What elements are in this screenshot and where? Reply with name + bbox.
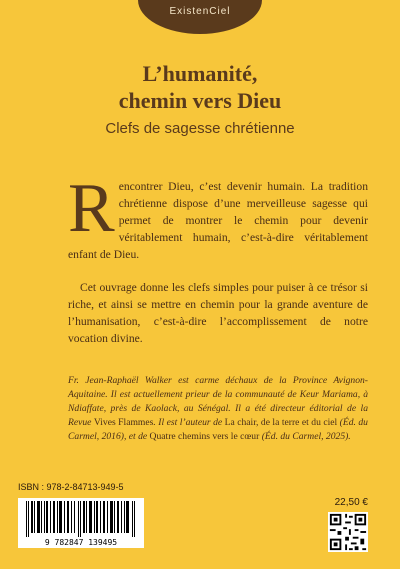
bio-book-2: Quatre chemins vers le cœur [149, 431, 260, 442]
blurb-paragraph-1-text: encontrer Dieu, c’est devenir humain. La tradition chrétienne dispose d’une merveilleuse sagesse qui permet de montrer le chemin pour devenir véritablement humain, c’est-à-dire véritablement enfant de Dieu. [68, 180, 368, 261]
book-title [0, 60, 400, 114]
title-line-2: chemin vers Dieu [118, 88, 282, 113]
bio-part-1: Fr. Jean-Raphaël Walker est carme déchaux de la Province Avignon-Aquitaine. Il est actuellement prieur de la communauté de Keur Mariama, à Ndiaffate, près de Kaolack, au Sénégal. Il a été directeur éditorial de la Revue [68, 375, 368, 428]
blurb-paragraph-2: Cet ouvrage donne les clefs simples pour puiser à ce trésor si riche, et ainsi se mettre en chemin pour la grande aventure de l’humanisation, c’est-à-dire l’accomplissement de notre vocation divine. [68, 281, 368, 345]
collection-name: ExistenCiel [169, 6, 231, 17]
bio-part-4: (Éd. du Carmel, 2025). [259, 431, 351, 442]
bio-part-2: . Il est l’auteur de [153, 417, 225, 428]
author-bio [68, 374, 368, 444]
collection-tab [138, 0, 262, 34]
barcode-icon [24, 501, 138, 537]
isbn-label: ISBN : 978-2-84713-949-5 [18, 482, 124, 492]
barcode [18, 498, 144, 548]
blurb [68, 170, 368, 359]
qr-code [328, 512, 368, 552]
barcode-number: 9 782847 139495 [44, 538, 118, 547]
qr-code-icon [328, 512, 368, 552]
title-line-1: L’humanité, [142, 61, 258, 86]
blurb-paragraph-1 [68, 170, 368, 263]
drop-cap: R [68, 170, 115, 247]
bio-part-3: (Éd. du Carmel, 2016), et de [68, 417, 368, 442]
book-subtitle: Clefs de sagesse chrétienne [105, 120, 295, 137]
price-label: 22,50 € [334, 497, 368, 508]
bio-revue: Vives Flammes [93, 417, 154, 428]
bio-book-1: La chair, de la terre et du ciel [224, 417, 338, 428]
